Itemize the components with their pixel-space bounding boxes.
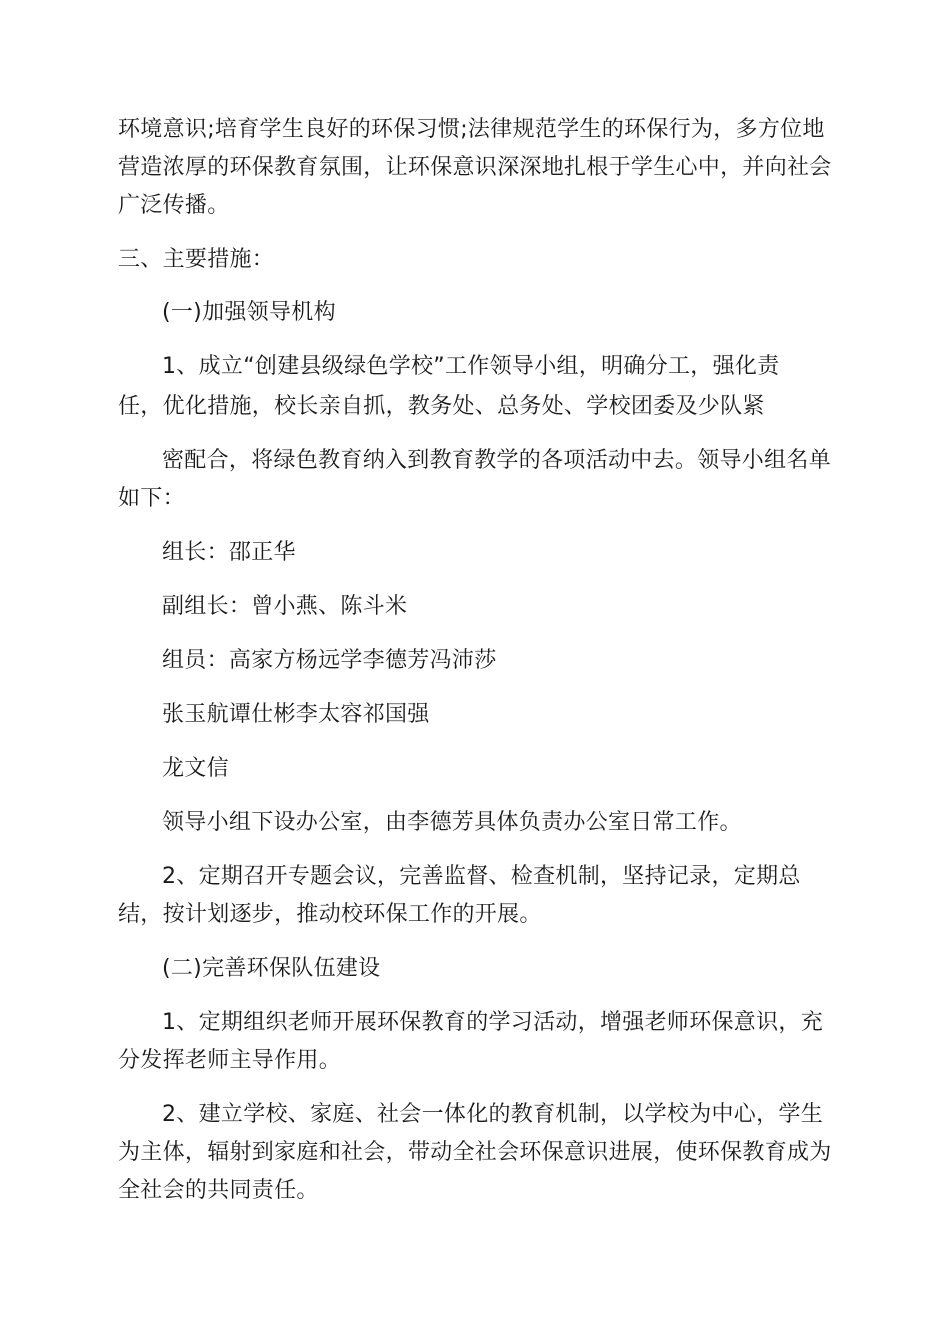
paragraph-line: 环境意识;培育学生良好的环保习惯;法律规范学生的环保行为，多方位地 xyxy=(118,117,825,142)
paragraph-line: 2、定期召开专题会议，完善监督、检查机制，坚持记录，定期总 xyxy=(162,864,801,889)
subsection-heading: (二)完善环保队伍建设 xyxy=(162,956,381,981)
member-line-leader: 组长：邵正华 xyxy=(162,540,296,565)
member-line-members: 龙文信 xyxy=(162,756,229,781)
paragraph-line: 如下： xyxy=(118,486,185,511)
paragraph-line: 为主体，辐射到家庭和社会，带动全社会环保意识进展，使环保教育成为 xyxy=(118,1140,832,1165)
paragraph-line: 领导小组下设办公室，由李德芳具体负责办公室日常工作。 xyxy=(162,810,742,835)
paragraph-line: 结，按计划逐步，推动校环保工作的开展。 xyxy=(118,902,542,927)
paragraph-line: 全社会的共同责任。 xyxy=(118,1178,319,1203)
paragraph-line: 密配合，将绿色教育纳入到教育教学的各项活动中去。领导小组名单 xyxy=(162,448,832,473)
paragraph-line: 2、建立学校、家庭、社会一体化的教育机制，以学校为中心，学生 xyxy=(162,1102,823,1127)
paragraph-line: 1、定期组织老师开展环保教育的学习活动，增强老师环保意识，充 xyxy=(162,1010,823,1035)
subsection-heading: (一)加强领导机构 xyxy=(162,300,336,325)
paragraph-line: 广泛传播。 xyxy=(118,193,230,218)
member-line-members: 张玉航谭仕彬李太容祁国强 xyxy=(162,702,430,727)
member-line-members: 组员：高家方杨远学李德芳冯沛莎 xyxy=(162,648,497,673)
member-line-deputy: 副组长：曾小燕、陈斗米 xyxy=(162,594,408,619)
paragraph-line: 任，优化措施，校长亲自抓，教务处、总务处、学校团委及少队紧 xyxy=(118,394,765,419)
paragraph-line: 1、成立“创建县级绿色学校”工作领导小组，明确分工，强化责 xyxy=(162,354,780,379)
section-heading: 三、主要措施： xyxy=(118,247,275,272)
paragraph-line: 分发挥老师主导作用。 xyxy=(118,1048,342,1073)
paragraph-line: 营造浓厚的环保教育氛围，让环保意识深深地扎根于学生心中，并向社会 xyxy=(118,155,832,180)
